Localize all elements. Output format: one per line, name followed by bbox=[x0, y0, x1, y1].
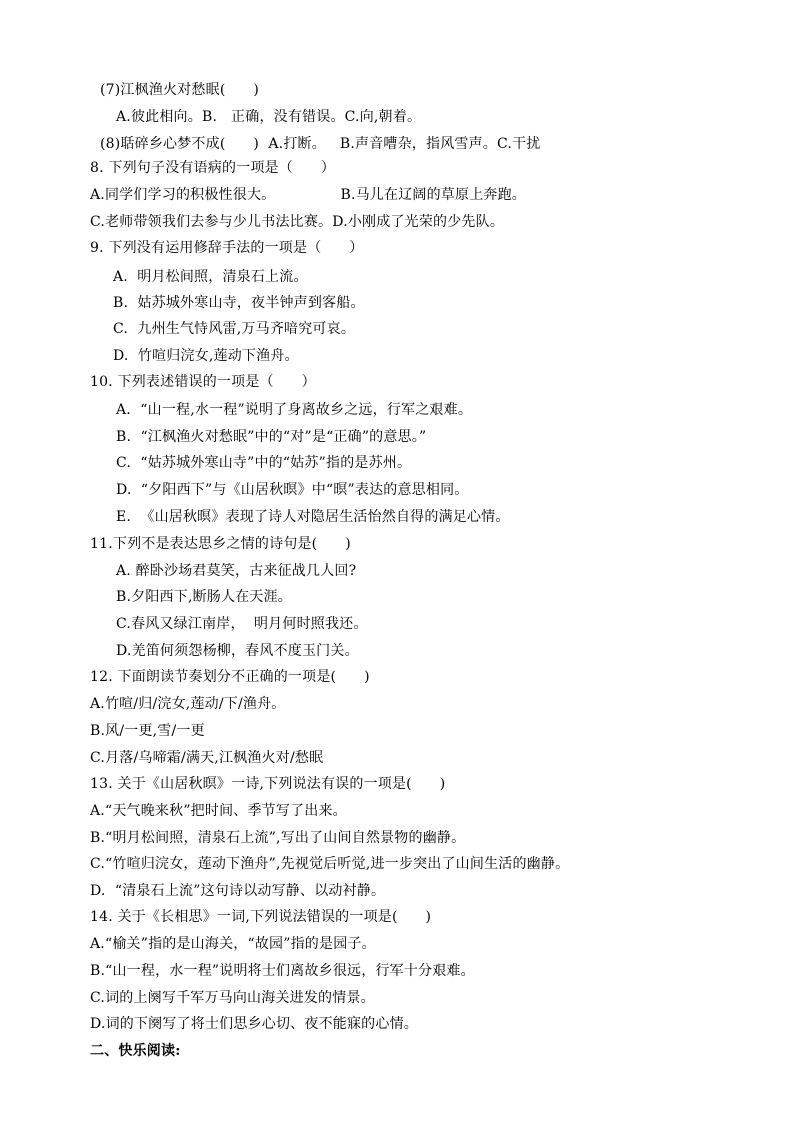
question-13-stem: 13. 关于《山居秋暝》一诗,下列说法有误的一项是( ) bbox=[90, 776, 446, 792]
question-12-stem: 12. 下面朗读节奏划分不正确的一项是( ) bbox=[90, 669, 370, 685]
q8-sub-stem-options: (8)聒碎乡心梦不成( ) A.打断。 B.声音嘈杂，指风雪声。C.干扰 bbox=[100, 136, 541, 152]
section-heading-reading: 二、快乐阅读: bbox=[90, 1043, 181, 1059]
question-9-option-d: D. 竹喧归浣女,莲动下渔舟。 bbox=[113, 348, 299, 364]
question-14-stem: 14. 关于《长相思》一词,下列说法错误的一项是( ) bbox=[90, 909, 432, 925]
question-14-option-d: D.词的下阕写了将士们思乡心切、夜不能寐的心情。 bbox=[90, 1016, 418, 1032]
question-14-option-b: B.“山一程，水一程”说明将士们离故乡很远，行军十分艰难。 bbox=[90, 963, 475, 979]
q7-options: A.彼此相向。B. 正确，没有错误。C.向,朝着。 bbox=[116, 109, 422, 125]
question-11-option-c: C.春风又绿江南岸， 明月何时照我还。 bbox=[116, 616, 368, 632]
question-14-option-a: A.“榆关”指的是山海关，“故园”指的是园子。 bbox=[90, 936, 376, 952]
question-8-stem: 8. 下列句子没有语病的一项是（ ） bbox=[90, 160, 336, 176]
question-11-option-b: B.夕阳西下,断肠人在天涯。 bbox=[116, 589, 292, 605]
question-8-options-cd: C.老师带领我们去参与少儿书法比赛。D.小刚成了光荣的少先队。 bbox=[90, 214, 505, 230]
question-9-stem: 9. 下列没有运用修辞手法的一项是（ ） bbox=[90, 240, 364, 256]
question-12-option-b: B.风/一更,雪/一更 bbox=[90, 723, 205, 739]
question-12-option-c: C.月落/乌啼霜/满天,江枫渔火对/愁眠 bbox=[90, 750, 324, 766]
question-13-option-d: D. “清泉石上流”这句诗以动写静、以动衬静。 bbox=[90, 883, 386, 899]
question-10-option-d: D. “夕阳西下”与《山居秋暝》中“暝”表达的意思相同。 bbox=[116, 482, 469, 498]
question-11-option-a: A. 醉卧沙场君莫笑，古来征战几人回? bbox=[116, 563, 357, 579]
question-13-option-c: C.“竹喧归浣女，莲动下渔舟”,先视觉后听觉,进一步突出了山间生活的幽静。 bbox=[90, 856, 570, 872]
question-8-options-ab: A.同学们学习的积极性很大。 B.马儿在辽阔的草原上奔跑。 bbox=[90, 187, 526, 203]
question-12-option-a: A.竹喧/归/浣女,莲动/下/渔舟。 bbox=[90, 696, 286, 712]
question-14-option-c: C.词的上阕写千军万马向山海关进发的情景。 bbox=[90, 990, 375, 1006]
question-11-stem: 11.下列不是表达思乡之情的诗句是( ) bbox=[90, 536, 351, 552]
question-10-option-e: E. 《山居秋暝》表现了诗人对隐居生活怡然自得的满足心情。 bbox=[116, 509, 510, 525]
question-10-option-a: A. “山一程,水一程”说明了身离故乡之远，行军之艰难。 bbox=[116, 402, 473, 418]
question-13-option-a: A.“天气晚来秋”把时间、季节写了出来。 bbox=[90, 803, 347, 819]
question-10-option-b: B. “江枫渔火对愁眠”中的“对”是“正确”的意思。” bbox=[116, 429, 427, 445]
question-10-stem: 10. 下列表述错误的一项是（ ） bbox=[90, 374, 316, 390]
question-13-option-b: B.“明月松间照，清泉石上流”,写出了山间自然景物的幽静。 bbox=[90, 830, 466, 846]
question-11-option-d: D.羌笛何须怨杨柳，春风不度玉门关。 bbox=[116, 643, 359, 659]
question-10-option-c: C. “姑苏城外寒山寺”中的“姑苏”指的是苏州。 bbox=[116, 455, 412, 471]
question-9-option-a: A. 明月松间照，清泉石上流。 bbox=[113, 269, 308, 285]
question-9-option-c: C. 九州生气恃风雷,万马齐喑究可哀。 bbox=[113, 321, 356, 337]
question-9-option-b: B. 姑苏城外寒山寺，夜半钟声到客船。 bbox=[113, 295, 365, 311]
q7-stem: (7)江枫渔火对愁眠( ) bbox=[100, 82, 260, 98]
